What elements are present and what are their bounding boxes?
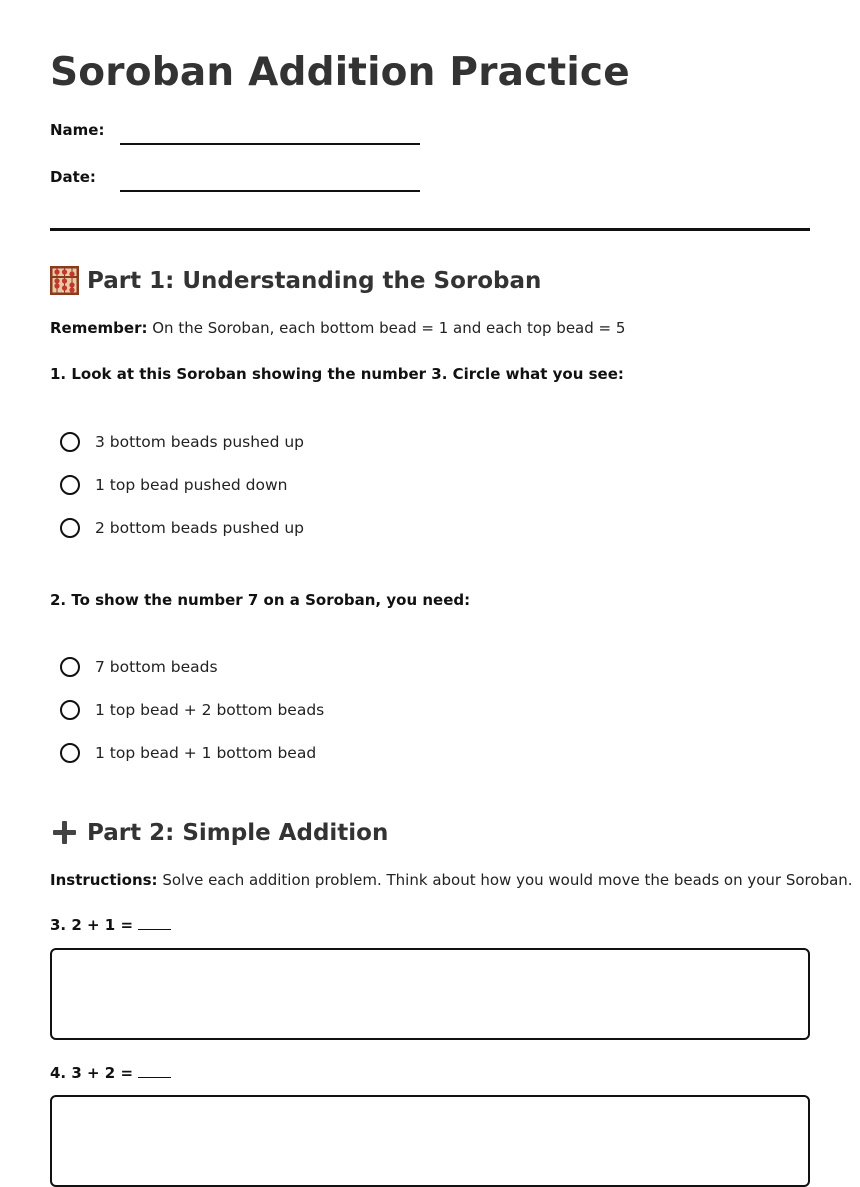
question-3-text: 3. 2 + 1 = xyxy=(50,916,139,934)
remember-text: On the Soroban, each bottom bead = 1 and each top bead = 5 xyxy=(147,319,626,337)
remember-note xyxy=(50,319,625,337)
option-label: 3 bottom beads pushed up xyxy=(95,433,305,451)
question-4-answer-box[interactable] xyxy=(50,1095,810,1187)
question-2-option-3[interactable] xyxy=(60,740,316,766)
answer-blank xyxy=(138,916,171,930)
radio-circle-icon[interactable] xyxy=(60,518,80,538)
name-label: Name: xyxy=(50,121,105,139)
date-label: Date: xyxy=(50,168,96,186)
part1-heading xyxy=(50,266,541,295)
answer-blank xyxy=(138,1064,171,1078)
abacus-icon xyxy=(50,266,79,295)
radio-circle-icon[interactable] xyxy=(60,657,80,677)
option-label: 2 bottom beads pushed up xyxy=(95,519,305,537)
name-field[interactable] xyxy=(120,143,420,145)
page-title: Soroban Addition Practice xyxy=(50,50,630,95)
question-1-option-1[interactable] xyxy=(60,429,304,455)
instructions-label: Instructions: xyxy=(50,871,158,889)
question-4-text: 4. 3 + 2 = xyxy=(50,1064,139,1082)
question-2-prompt: 2. To show the number 7 on a Soroban, you need: xyxy=(50,591,471,609)
header-divider xyxy=(50,228,810,231)
part1-heading-text: Part 1: Understanding the Soroban xyxy=(87,267,542,294)
question-1-option-3[interactable] xyxy=(60,515,304,541)
question-4-prompt xyxy=(50,1064,171,1082)
option-label: 1 top bead pushed down xyxy=(95,476,288,494)
question-1-option-2[interactable] xyxy=(60,472,287,498)
plus-icon xyxy=(50,818,79,847)
question-1-prompt: 1. Look at this Soroban showing the number 3. Circle what you see: xyxy=(50,365,624,383)
date-field[interactable] xyxy=(120,190,420,192)
remember-label: Remember: xyxy=(50,319,148,337)
part2-heading-text: Part 2: Simple Addition xyxy=(87,819,389,846)
question-3-answer-box[interactable] xyxy=(50,948,810,1040)
radio-circle-icon[interactable] xyxy=(60,700,80,720)
option-label: 1 top bead + 2 bottom beads xyxy=(95,701,325,719)
question-2-option-1[interactable] xyxy=(60,654,218,680)
radio-circle-icon[interactable] xyxy=(60,432,80,452)
question-3-prompt xyxy=(50,916,171,934)
radio-circle-icon[interactable] xyxy=(60,475,80,495)
instructions-note xyxy=(50,871,853,889)
option-label: 1 top bead + 1 bottom bead xyxy=(95,744,317,762)
instructions-text: Solve each addition problem. Think about how you would move the beads on your Soroban. xyxy=(157,871,853,889)
part2-heading xyxy=(50,818,388,847)
option-label: 7 bottom beads xyxy=(95,658,218,676)
question-2-option-2[interactable] xyxy=(60,697,324,723)
radio-circle-icon[interactable] xyxy=(60,743,80,763)
